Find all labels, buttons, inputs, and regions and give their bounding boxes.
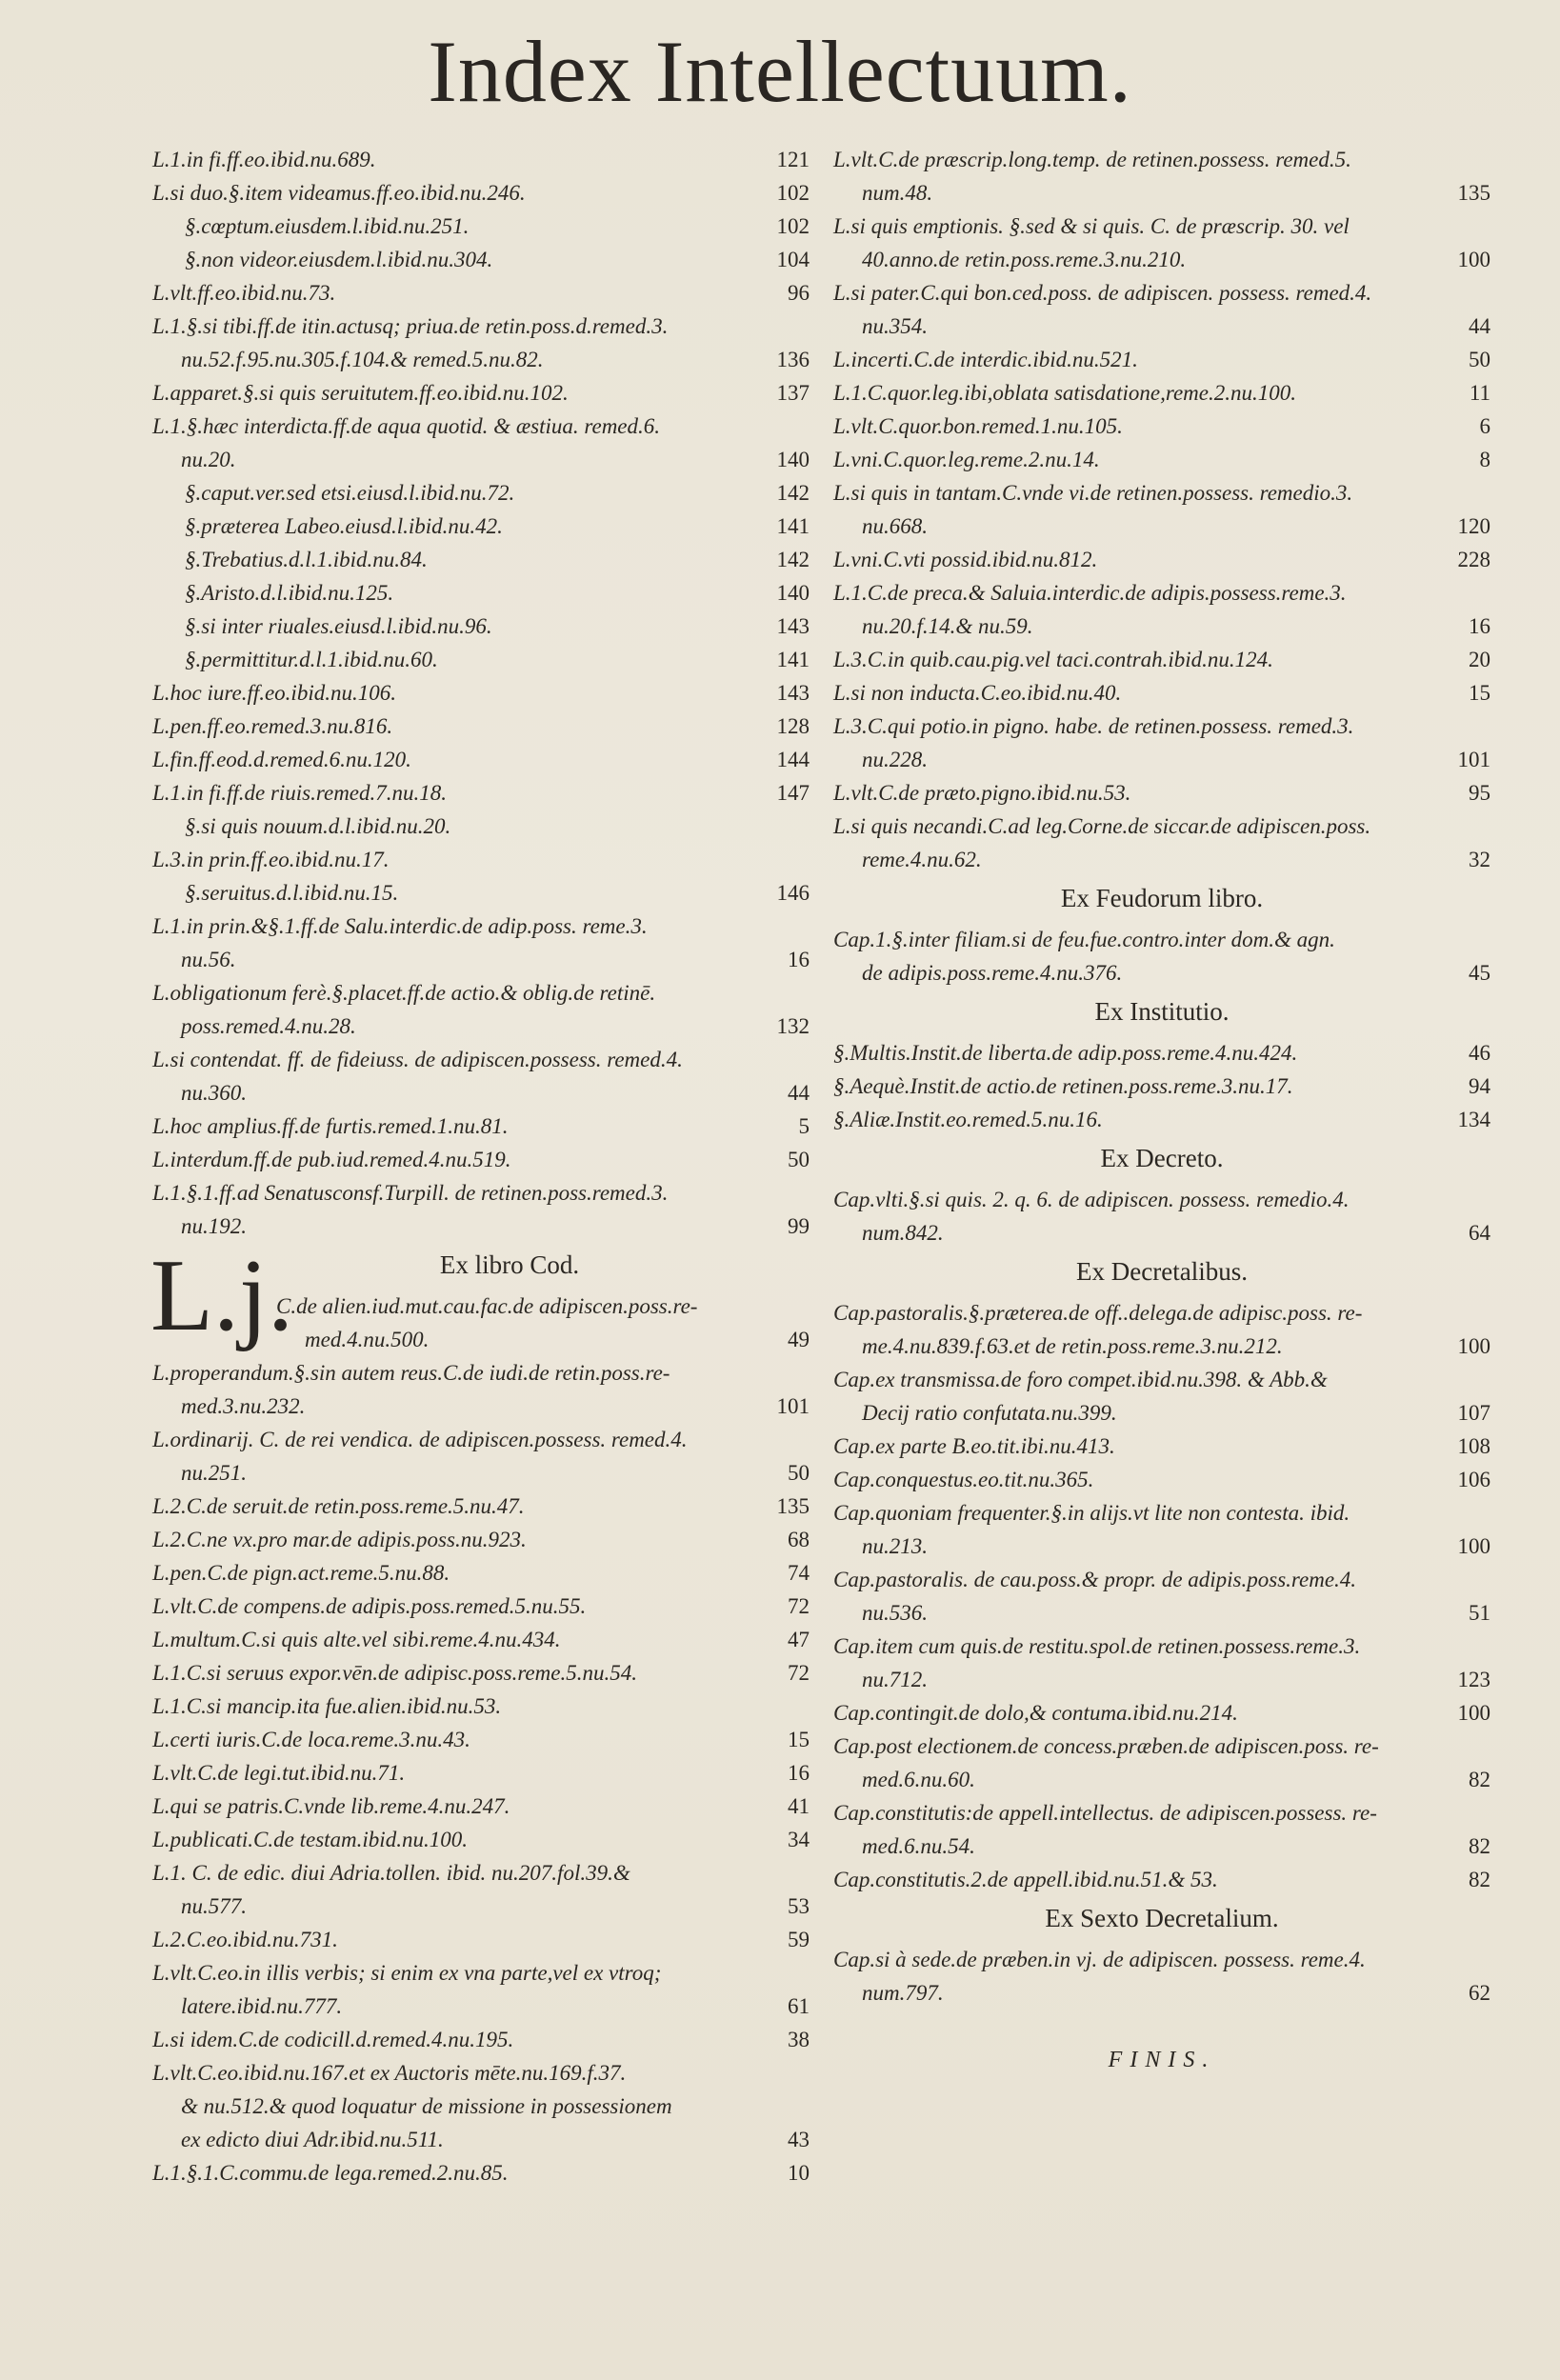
- entry-text: 40.anno.de retin.poss.reme.3.nu.210.: [862, 248, 1187, 271]
- index-entry: [152, 1176, 810, 1243]
- entry-text: L.si quis in tantam.C.vnde vi.de retinen.possess. remedio.3.: [833, 481, 1353, 505]
- index-entry: [833, 543, 1490, 576]
- page-number: 96: [788, 281, 810, 305]
- index-entry: [833, 343, 1490, 376]
- entry-text: L.1.§.1.ff.ad Senatusconsf.Turpill. de retinen.poss.remed.3.: [152, 1181, 669, 1205]
- entry-text: L.1.C.quor.leg.ibi,oblata satisdatione,reme.2.nu.100.: [833, 381, 1296, 405]
- entry-text: Cap.conquestus.eo.tit.nu.365.: [833, 1468, 1094, 1491]
- entry-text: §.Trebatius.d.l.1.ibid.nu.84.: [185, 548, 428, 571]
- entry-text: L.multum.C.si quis alte.vel sibi.reme.4.nu.434.: [152, 1628, 561, 1651]
- page-number: 62: [1469, 1981, 1490, 2005]
- page-number: 100: [1457, 1701, 1490, 1725]
- index-entry: [833, 923, 1490, 990]
- entry-text: L.hoc amplius.ff.de furtis.remed.1.nu.81.: [152, 1114, 509, 1138]
- cod-section: [150, 1239, 810, 2190]
- section-heading: Ex Institutio.: [1094, 997, 1230, 1026]
- entry-text: num.797.: [862, 1981, 944, 2005]
- index-entry: [152, 576, 810, 610]
- page-number: 34: [788, 1828, 810, 1851]
- entry-text: L.vlt.C.eo.ibid.nu.167.et ex Auctoris mēte.nu.169.f.37.: [152, 2061, 627, 2085]
- page-number: 74: [788, 1561, 810, 1585]
- page-number: 135: [1457, 181, 1490, 205]
- entry-text: Cap.post electionem.de concess.præben.de adipiscen.poss. re-: [833, 1734, 1379, 1758]
- entry-text: Cap.pastoralis. de cau.poss.& propr. de adipis.poss.reme.4.: [833, 1568, 1357, 1591]
- index-entry: [152, 1043, 810, 1110]
- entry-text: L.vlt.C.de præscrip.long.temp. de retinen.possess. remed.5.: [833, 148, 1351, 171]
- index-entry: [152, 910, 810, 976]
- entry-text: poss.remed.4.nu.28.: [181, 1014, 356, 1038]
- entry-text: Cap.constitutis.2.de appell.ibid.nu.51.& 53.: [833, 1868, 1218, 1891]
- page-number: 8: [1479, 448, 1490, 471]
- entry-text: L.vni.C.quor.leg.reme.2.nu.14.: [833, 448, 1100, 471]
- index-entry: [152, 176, 810, 210]
- index-entry: [152, 543, 810, 576]
- entry-text: Cap.constitutis:de appell.intellectus. de adipiscen.possess. re-: [833, 1801, 1377, 1825]
- page-number: 100: [1457, 1534, 1490, 1558]
- index-entry: [833, 1863, 1490, 1896]
- entry-text: L.vlt.C.eo.in illis verbis; si enim ex vna parte,vel ex vtroq;: [152, 1961, 662, 1985]
- entry-text: nu.213.: [862, 1534, 928, 1558]
- index-entry: [152, 710, 810, 743]
- page-number: 102: [776, 181, 810, 205]
- entry-text: L.hoc iure.ff.eo.ibid.nu.106.: [152, 681, 396, 705]
- page-number: 132: [776, 1014, 810, 1038]
- index-entry: [833, 1496, 1490, 1563]
- entry-text: L.1.§.si tibi.ff.de itin.actusq; priua.de retin.poss.d.remed.3.: [152, 314, 669, 338]
- index-entry: [833, 1630, 1490, 1696]
- page-number: 45: [1469, 961, 1490, 985]
- entry-text: L.qui se patris.C.vnde lib.reme.4.nu.247.: [152, 1794, 510, 1818]
- entry-text: L.vni.C.vti possid.ibid.nu.812.: [833, 548, 1098, 571]
- entry-text: L.1.C.de preca.& Saluia.interdic.de adipis.possess.reme.3.: [833, 581, 1347, 605]
- index-entry: [152, 143, 810, 176]
- index-entry: [152, 1623, 810, 1656]
- page-number: 144: [776, 748, 810, 771]
- entry-text: §.Multis.Instit.de liberta.de adip.poss.reme.4.nu.424.: [833, 1041, 1298, 1065]
- entry-text: Cap.1.§.inter filiam.si de feu.fue.contro.inter dom.& agn.: [833, 928, 1335, 951]
- page-number: 228: [1457, 548, 1490, 571]
- page-number: 50: [788, 1148, 810, 1171]
- entry-text: L.1.in fi.ff.de riuis.remed.7.nu.18.: [152, 781, 448, 805]
- page-number: 107: [1457, 1401, 1490, 1425]
- entry-text: Cap.pastoralis.§.præterea.de off..delega.de adipisc.poss. re-: [833, 1301, 1363, 1325]
- entry-text: L.3.C.qui potio.in pigno. habe. de retinen.possess. remed.3.: [833, 714, 1354, 738]
- entry-text: nu.354.: [862, 314, 928, 338]
- page-number: 68: [788, 1528, 810, 1551]
- page-number: 50: [788, 1461, 810, 1485]
- entry-text: §.Aliæ.Instit.eo.remed.5.nu.16.: [833, 1108, 1103, 1131]
- entry-text: L.fin.ff.eod.d.remed.6.nu.120.: [152, 748, 411, 771]
- entry-text: Cap.ex parte B.eo.tit.ibi.nu.413.: [833, 1434, 1115, 1458]
- entry-text: L.pen.ff.eo.remed.3.nu.816.: [152, 714, 393, 738]
- index-entry: [152, 376, 810, 410]
- finis-text: FINIS.: [1108, 2048, 1216, 2072]
- index-entry: [152, 1723, 810, 1756]
- index-entry: [152, 476, 810, 510]
- entry-text: nu.228.: [862, 748, 928, 771]
- index-entry: [152, 1690, 810, 1723]
- page-number: 6: [1479, 414, 1490, 438]
- index-entry: [833, 410, 1490, 443]
- index-entry: [152, 1656, 810, 1690]
- index-entry: [833, 1363, 1490, 1430]
- page-number: 50: [1469, 348, 1490, 371]
- entry-text: nu.577.: [181, 1894, 247, 1918]
- page-number: 72: [788, 1661, 810, 1685]
- index-entry: [833, 1036, 1490, 1070]
- index-entry: [152, 1590, 810, 1623]
- page-number: 102: [776, 214, 810, 238]
- entry-text: L.incerti.C.de interdic.ibid.nu.521.: [833, 348, 1138, 371]
- index-entry: [833, 443, 1490, 476]
- entry-text: L.si pater.C.qui bon.ced.poss. de adipiscen. possess. remed.4.: [833, 281, 1372, 305]
- entry-text: L.publicati.C.de testam.ibid.nu.100.: [152, 1828, 468, 1851]
- section-heading: Ex Feudorum libro.: [1060, 884, 1264, 912]
- page-number: 38: [788, 2028, 810, 2051]
- entry-text: nu.20.f.14.& nu.59.: [862, 614, 1033, 638]
- entry-text: med.6.nu.54.: [862, 1834, 975, 1858]
- page-number: 121: [776, 148, 810, 171]
- index-entry: [152, 1356, 810, 1423]
- index-entry: [833, 676, 1490, 710]
- index-entry: [152, 310, 810, 376]
- entry-text: C.de alien.iud.mut.cau.fac.de adipiscen.poss.re-: [276, 1294, 698, 1318]
- index-entry: [833, 710, 1490, 776]
- page-number: 143: [776, 614, 810, 638]
- entry-text: L.1.§.1.C.commu.de lega.remed.2.nu.85.: [152, 2161, 509, 2185]
- entry-text: L.vlt.C.de præto.pigno.ibid.nu.53.: [833, 781, 1131, 805]
- page-number: 16: [788, 948, 810, 971]
- index-entry: [833, 1796, 1490, 1863]
- index-entry: [833, 776, 1490, 810]
- section-heading: Ex Decretalibus.: [1076, 1257, 1248, 1286]
- index-entry: [152, 810, 810, 843]
- page-number: 141: [776, 514, 810, 538]
- entry-text: reme.4.nu.62.: [862, 848, 982, 871]
- index-entry: [152, 843, 810, 876]
- cod-heading: Ex libro Cod.: [439, 1250, 580, 1279]
- index-entry: [152, 976, 810, 1043]
- entry-text: L.obligationum ferè.§.placet.ff.de actio.& oblig.de retinē.: [152, 981, 656, 1005]
- page-number: 46: [1469, 1041, 1490, 1065]
- index-entry: [152, 1556, 810, 1590]
- page-number: 147: [776, 781, 810, 805]
- entry-text: nu.668.: [862, 514, 928, 538]
- index-entry: [152, 2023, 810, 2056]
- index-entry: [152, 1823, 810, 1856]
- index-entry: [833, 810, 1490, 876]
- page-number: 64: [1469, 1221, 1490, 1245]
- entry-text: §.permittitur.d.l.1.ibid.nu.60.: [185, 648, 438, 671]
- entry-text: nu.192.: [181, 1214, 247, 1238]
- page-number: 142: [776, 481, 810, 505]
- entry-text: L.pen.C.de pign.act.reme.5.nu.88.: [152, 1561, 450, 1585]
- entry-text: §.non videor.eiusdem.l.ibid.nu.304.: [185, 248, 493, 271]
- page-number: 5: [798, 1114, 810, 1138]
- entry-text: L.properandum.§.sin autem reus.C.de iudi.de retin.poss.re-: [152, 1361, 670, 1385]
- entry-text: L.1.§.hæc interdicta.ff.de aqua quotid. & æstiua. remed.6.: [152, 414, 661, 438]
- index-entry: [152, 1956, 810, 2023]
- index-entry: [152, 1110, 810, 1143]
- left-column: [152, 143, 810, 2190]
- index-entry: [152, 243, 810, 276]
- page-number: 61: [788, 1994, 810, 2018]
- entry-text: L.apparet.§.si quis seruitutem.ff.eo.ibid.nu.102.: [152, 381, 569, 405]
- entry-text: L.vlt.C.quor.bon.remed.1.nu.105.: [833, 414, 1123, 438]
- entry-text: L.si quis emptionis. §.sed & si quis. C. de præscrip. 30. vel: [833, 214, 1350, 238]
- page-number: 106: [1457, 1468, 1490, 1491]
- page-number: 15: [788, 1728, 810, 1751]
- entry-text: L.vlt.C.de legi.tut.ibid.nu.71.: [152, 1761, 406, 1785]
- entry-text: nu.56.: [181, 948, 236, 971]
- entry-text: med.3.nu.232.: [181, 1394, 306, 1418]
- page-number: 100: [1457, 248, 1490, 271]
- page-number: 44: [1469, 314, 1490, 338]
- index-entry: [152, 1856, 810, 1923]
- entry-text: Cap.item cum quis.de restitu.spol.de retinen.possess.reme.3.: [833, 1634, 1361, 1658]
- index-entry: [833, 1296, 1490, 1363]
- entry-text: nu.52.f.95.nu.305.f.104.& remed.5.nu.82.: [181, 348, 544, 371]
- index-entry: [833, 1730, 1490, 1796]
- entry-text: L.si idem.C.de codicill.d.remed.4.nu.195.: [152, 2028, 514, 2051]
- index-entry: [833, 1563, 1490, 1630]
- page-number: 101: [1457, 748, 1490, 771]
- entry-text: L.1.in fi.ff.eo.ibid.nu.689.: [152, 148, 376, 171]
- page-number: 100: [1457, 1334, 1490, 1358]
- index-entry: [833, 476, 1490, 543]
- page-number: 135: [776, 1494, 810, 1518]
- index-entry: [152, 1756, 810, 1790]
- index-entry: [833, 1430, 1490, 1463]
- index-entry: [152, 876, 810, 910]
- entry-text: nu.536.: [862, 1601, 928, 1625]
- entry-text: §.Aristo.d.l.ibid.nu.125.: [185, 581, 394, 605]
- page-number: 32: [1469, 848, 1490, 871]
- entry-text: §.seruitus.d.l.ibid.nu.15.: [185, 881, 399, 905]
- entry-text: ex edicto diui Adr.ibid.nu.511.: [181, 2128, 444, 2151]
- page-number: 82: [1469, 1834, 1490, 1858]
- entry-text: L.2.C.de seruit.de retin.poss.reme.5.nu.47.: [152, 1494, 525, 1518]
- entry-text: L.si contendat. ff. de fideiuss. de adipiscen.possess. remed.4.: [152, 1048, 683, 1071]
- entry-text: de adipis.poss.reme.4.nu.376.: [862, 961, 1123, 985]
- entry-text: L.certi iuris.C.de loca.reme.3.nu.43.: [152, 1728, 470, 1751]
- initial-letter: L.j.: [150, 1239, 293, 1352]
- index-entry: [152, 1423, 810, 1490]
- page-number: 43: [788, 2128, 810, 2151]
- entry-text: latere.ibid.nu.777.: [181, 1994, 343, 2018]
- index-entry: [833, 143, 1490, 210]
- entry-text: nu.712.: [862, 1668, 928, 1691]
- entry-text: L.1. C. de edic. diui Adria.tollen. ibid. nu.207.fol.39.&: [152, 1861, 630, 1885]
- index-entry: [152, 1290, 810, 1356]
- page-number: 99: [788, 1214, 810, 1238]
- page-number: 41: [788, 1794, 810, 1818]
- entry-text: Cap.contingit.de dolo,& contuma.ibid.nu.214.: [833, 1701, 1238, 1725]
- page-number: 16: [1469, 614, 1490, 638]
- section-heading: Ex Sexto Decretalium.: [1045, 1904, 1279, 1932]
- index-entry: [833, 376, 1490, 410]
- index-entry: [152, 1523, 810, 1556]
- page-number: 95: [1469, 781, 1490, 805]
- index-entry: [152, 276, 810, 310]
- index-entry: [833, 1943, 1490, 2010]
- index-entry: [833, 643, 1490, 676]
- index-entry: [833, 1070, 1490, 1103]
- page-number: 72: [788, 1594, 810, 1618]
- page-number: 134: [1457, 1108, 1490, 1131]
- entry-text: L.2.C.ne vx.pro mar.de adipis.poss.nu.923.: [152, 1528, 527, 1551]
- entry-text: §.caput.ver.sed etsi.eiusd.l.ibid.nu.72.: [185, 481, 515, 505]
- page-number: 49: [788, 1328, 810, 1351]
- index-entry: [152, 643, 810, 676]
- page-number: 140: [776, 581, 810, 605]
- page-number: 47: [788, 1628, 810, 1651]
- page-number: 104: [776, 248, 810, 271]
- entry-text: nu.360.: [181, 1081, 247, 1105]
- page-number: 140: [776, 448, 810, 471]
- index-entry: [152, 1790, 810, 1823]
- page-number: 123: [1457, 1668, 1490, 1691]
- entry-text: Cap.vlti.§.si quis. 2. q. 6. de adipiscen. possess. remedio.4.: [833, 1188, 1350, 1211]
- index-entry: [833, 1696, 1490, 1730]
- section-heading: Ex Decreto.: [1100, 1144, 1224, 1172]
- page-number: 82: [1469, 1768, 1490, 1791]
- entry-text: L.si non inducta.C.eo.ibid.nu.40.: [833, 681, 1122, 705]
- entry-text: L.1.in prin.&§.1.ff.de Salu.interdic.de adip.poss. reme.3.: [152, 914, 648, 938]
- entry-text: & nu.512.& quod loquatur de missione in possessionem: [181, 2094, 672, 2118]
- entry-text: L.3.C.in quib.cau.pig.vel taci.contrah.ibid.nu.124.: [833, 648, 1273, 671]
- page-number: 59: [788, 1928, 810, 1951]
- index-entry: [152, 210, 810, 243]
- page-number: 82: [1469, 1868, 1490, 1891]
- index-entry: [152, 410, 810, 476]
- entry-text: med.6.nu.60.: [862, 1768, 975, 1791]
- page-number: 11: [1469, 381, 1490, 405]
- index-entry: [152, 776, 810, 810]
- index-entry: [152, 2056, 810, 2156]
- index-entry: [833, 276, 1490, 343]
- entry-text: §.cœptum.eiusdem.l.ibid.nu.251.: [185, 214, 470, 238]
- index-entry: [833, 1183, 1490, 1250]
- entry-text: §.si inter riuales.eiusd.l.ibid.nu.96.: [185, 614, 492, 638]
- entry-text: L.2.C.eo.ibid.nu.731.: [152, 1928, 338, 1951]
- index-entry: [833, 576, 1490, 643]
- index-entry: [152, 676, 810, 710]
- index-entry: [152, 510, 810, 543]
- index-entry: [152, 1923, 810, 1956]
- index-entry: [833, 1463, 1490, 1496]
- entry-text: nu.251.: [181, 1461, 247, 1485]
- index-entry: [152, 743, 810, 776]
- entry-text: num.842.: [862, 1221, 944, 1245]
- right-column: [833, 143, 1490, 2073]
- entry-text: L.vlt.C.de compens.de adipis.poss.remed.5.nu.55.: [152, 1594, 587, 1618]
- entry-text: §.si quis nouum.d.l.ibid.nu.20.: [185, 814, 451, 838]
- entry-text: Cap.quoniam frequenter.§.in alijs.vt lite non contesta. ibid.: [833, 1501, 1350, 1525]
- page-number: 120: [1457, 514, 1490, 538]
- entry-text: me.4.nu.839.f.63.et de retin.poss.reme.3.nu.212.: [862, 1334, 1283, 1358]
- entry-text: Decij ratio confutata.nu.399.: [862, 1401, 1117, 1425]
- page-number: 146: [776, 881, 810, 905]
- entry-text: L.1.C.si mancip.ita fue.alien.ibid.nu.53.: [152, 1694, 502, 1718]
- entry-text: med.4.nu.500.: [305, 1328, 430, 1351]
- index-entry: [152, 2156, 810, 2190]
- page-number: 10: [788, 2161, 810, 2185]
- index-entry: [152, 610, 810, 643]
- page-number: 51: [1469, 1601, 1490, 1625]
- page-number: 20: [1469, 648, 1490, 671]
- page-number: 137: [776, 381, 810, 405]
- page-number: 94: [1469, 1074, 1490, 1098]
- entry-text: Cap.si à sede.de præben.in vj. de adipiscen. possess. reme.4.: [833, 1948, 1366, 1971]
- page-number: 44: [788, 1081, 810, 1105]
- page-number: 143: [776, 681, 810, 705]
- page-number: 108: [1457, 1434, 1490, 1458]
- entry-text: L.1.C.si seruus expor.vēn.de adipisc.poss.reme.5.nu.54.: [152, 1661, 637, 1685]
- page-number: 128: [776, 714, 810, 738]
- entry-text: §.Aequè.Instit.de actio.de retinen.poss.reme.3.nu.17.: [833, 1074, 1293, 1098]
- page-number: 142: [776, 548, 810, 571]
- page-number: 101: [776, 1394, 810, 1418]
- entry-text: L.si duo.§.item videamus.ff.eo.ibid.nu.246.: [152, 181, 526, 205]
- page-number: 16: [788, 1761, 810, 1785]
- entry-text: nu.20.: [181, 448, 236, 471]
- entry-text: Cap.ex transmissa.de foro compet.ibid.nu.398. & Abb.&: [833, 1368, 1328, 1391]
- entry-text: L.si quis necandi.C.ad leg.Corne.de siccar.de adipiscen.poss.: [833, 814, 1371, 838]
- index-entry: [833, 1103, 1490, 1136]
- entry-text: §.præterea Labeo.eiusd.l.ibid.nu.42.: [185, 514, 503, 538]
- entry-text: L.ordinarij. C. de rei vendica. de adipiscen.possess. remed.4.: [152, 1428, 688, 1451]
- page-number: 136: [776, 348, 810, 371]
- entry-text: num.48.: [862, 181, 933, 205]
- page-title: Index Intellectuum.: [428, 23, 1132, 120]
- entry-text: L.interdum.ff.de pub.iud.remed.4.nu.519.: [152, 1148, 511, 1171]
- page-number: 53: [788, 1894, 810, 1918]
- page-number: 15: [1469, 681, 1490, 705]
- page-number: 141: [776, 648, 810, 671]
- index-entry: [833, 210, 1490, 276]
- index-entry: [152, 1143, 810, 1176]
- index-entry: [152, 1490, 810, 1523]
- entry-text: L.vlt.ff.eo.ibid.nu.73.: [152, 281, 336, 305]
- entry-text: L.3.in prin.ff.eo.ibid.nu.17.: [152, 848, 390, 871]
